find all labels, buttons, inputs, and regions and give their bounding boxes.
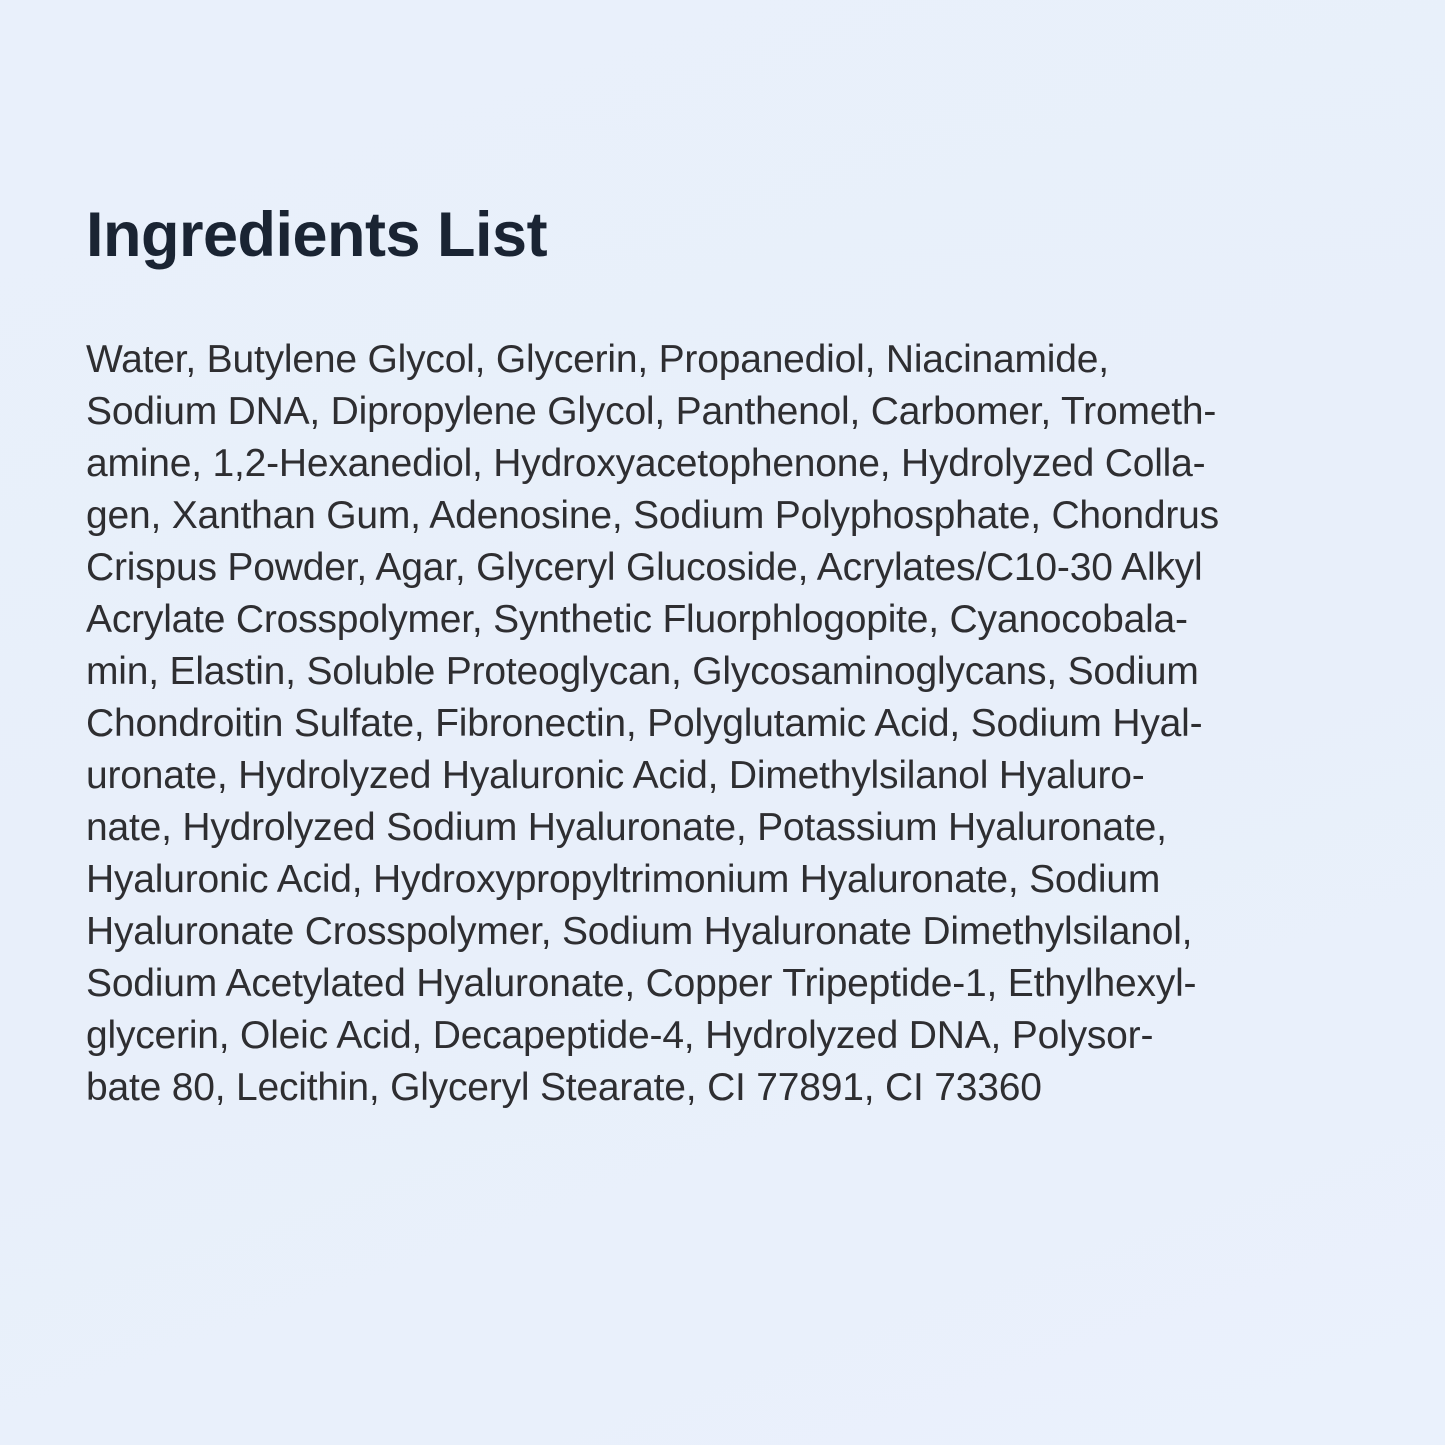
ingredients-line: uronate, Hydrolyzed Hyaluronic Acid, Dimethylsilanol Hyaluro- (86, 753, 1145, 797)
ingredients-paragraph (86, 334, 1360, 1114)
ingredients-line: min, Elastin, Soluble Proteoglycan, Glycosaminoglycans, Sodium (86, 649, 1199, 693)
ingredients-line: Crispus Powder, Agar, Glyceryl Glucoside, Acrylates/C10-30 Alkyl (86, 545, 1203, 589)
ingredients-line: glycerin, Oleic Acid, Decapeptide-4, Hydrolyzed DNA, Polysor- (86, 1013, 1154, 1057)
ingredients-line: Chondroitin Sulfate, Fibronectin, Polyglutamic Acid, Sodium Hyal- (86, 701, 1203, 745)
ingredients-line: Hyaluronate Crosspolymer, Sodium Hyaluronate Dimethylsilanol, (86, 909, 1193, 953)
ingredients-line: bate 80, Lecithin, Glyceryl Stearate, CI 77891, CI 73360 (86, 1065, 1042, 1109)
ingredients-line: Acrylate Crosspolymer, Synthetic Fluorphlogopite, Cyanocobala- (86, 597, 1188, 641)
page-title: Ingredients List (86, 200, 548, 270)
ingredients-line: Hyaluronic Acid, Hydroxypropyltrimonium Hyaluronate, Sodium (86, 857, 1161, 901)
ingredients-line: Sodium Acetylated Hyaluronate, Copper Tripeptide-1, Ethylhexyl- (86, 961, 1197, 1005)
ingredients-line: Sodium DNA, Dipropylene Glycol, Panthenol, Carbomer, Trometh- (86, 389, 1217, 433)
ingredients-line: nate, Hydrolyzed Sodium Hyaluronate, Potassium Hyaluronate, (86, 805, 1167, 849)
ingredients-line: gen, Xanthan Gum, Adenosine, Sodium Polyphosphate, Chondrus (86, 493, 1219, 537)
ingredients-line: amine, 1,2-Hexanediol, Hydroxyacetophenone, Hydrolyzed Colla- (86, 441, 1206, 485)
ingredients-line: Water, Butylene Glycol, Glycerin, Propanediol, Niacinamide, (86, 337, 1109, 381)
